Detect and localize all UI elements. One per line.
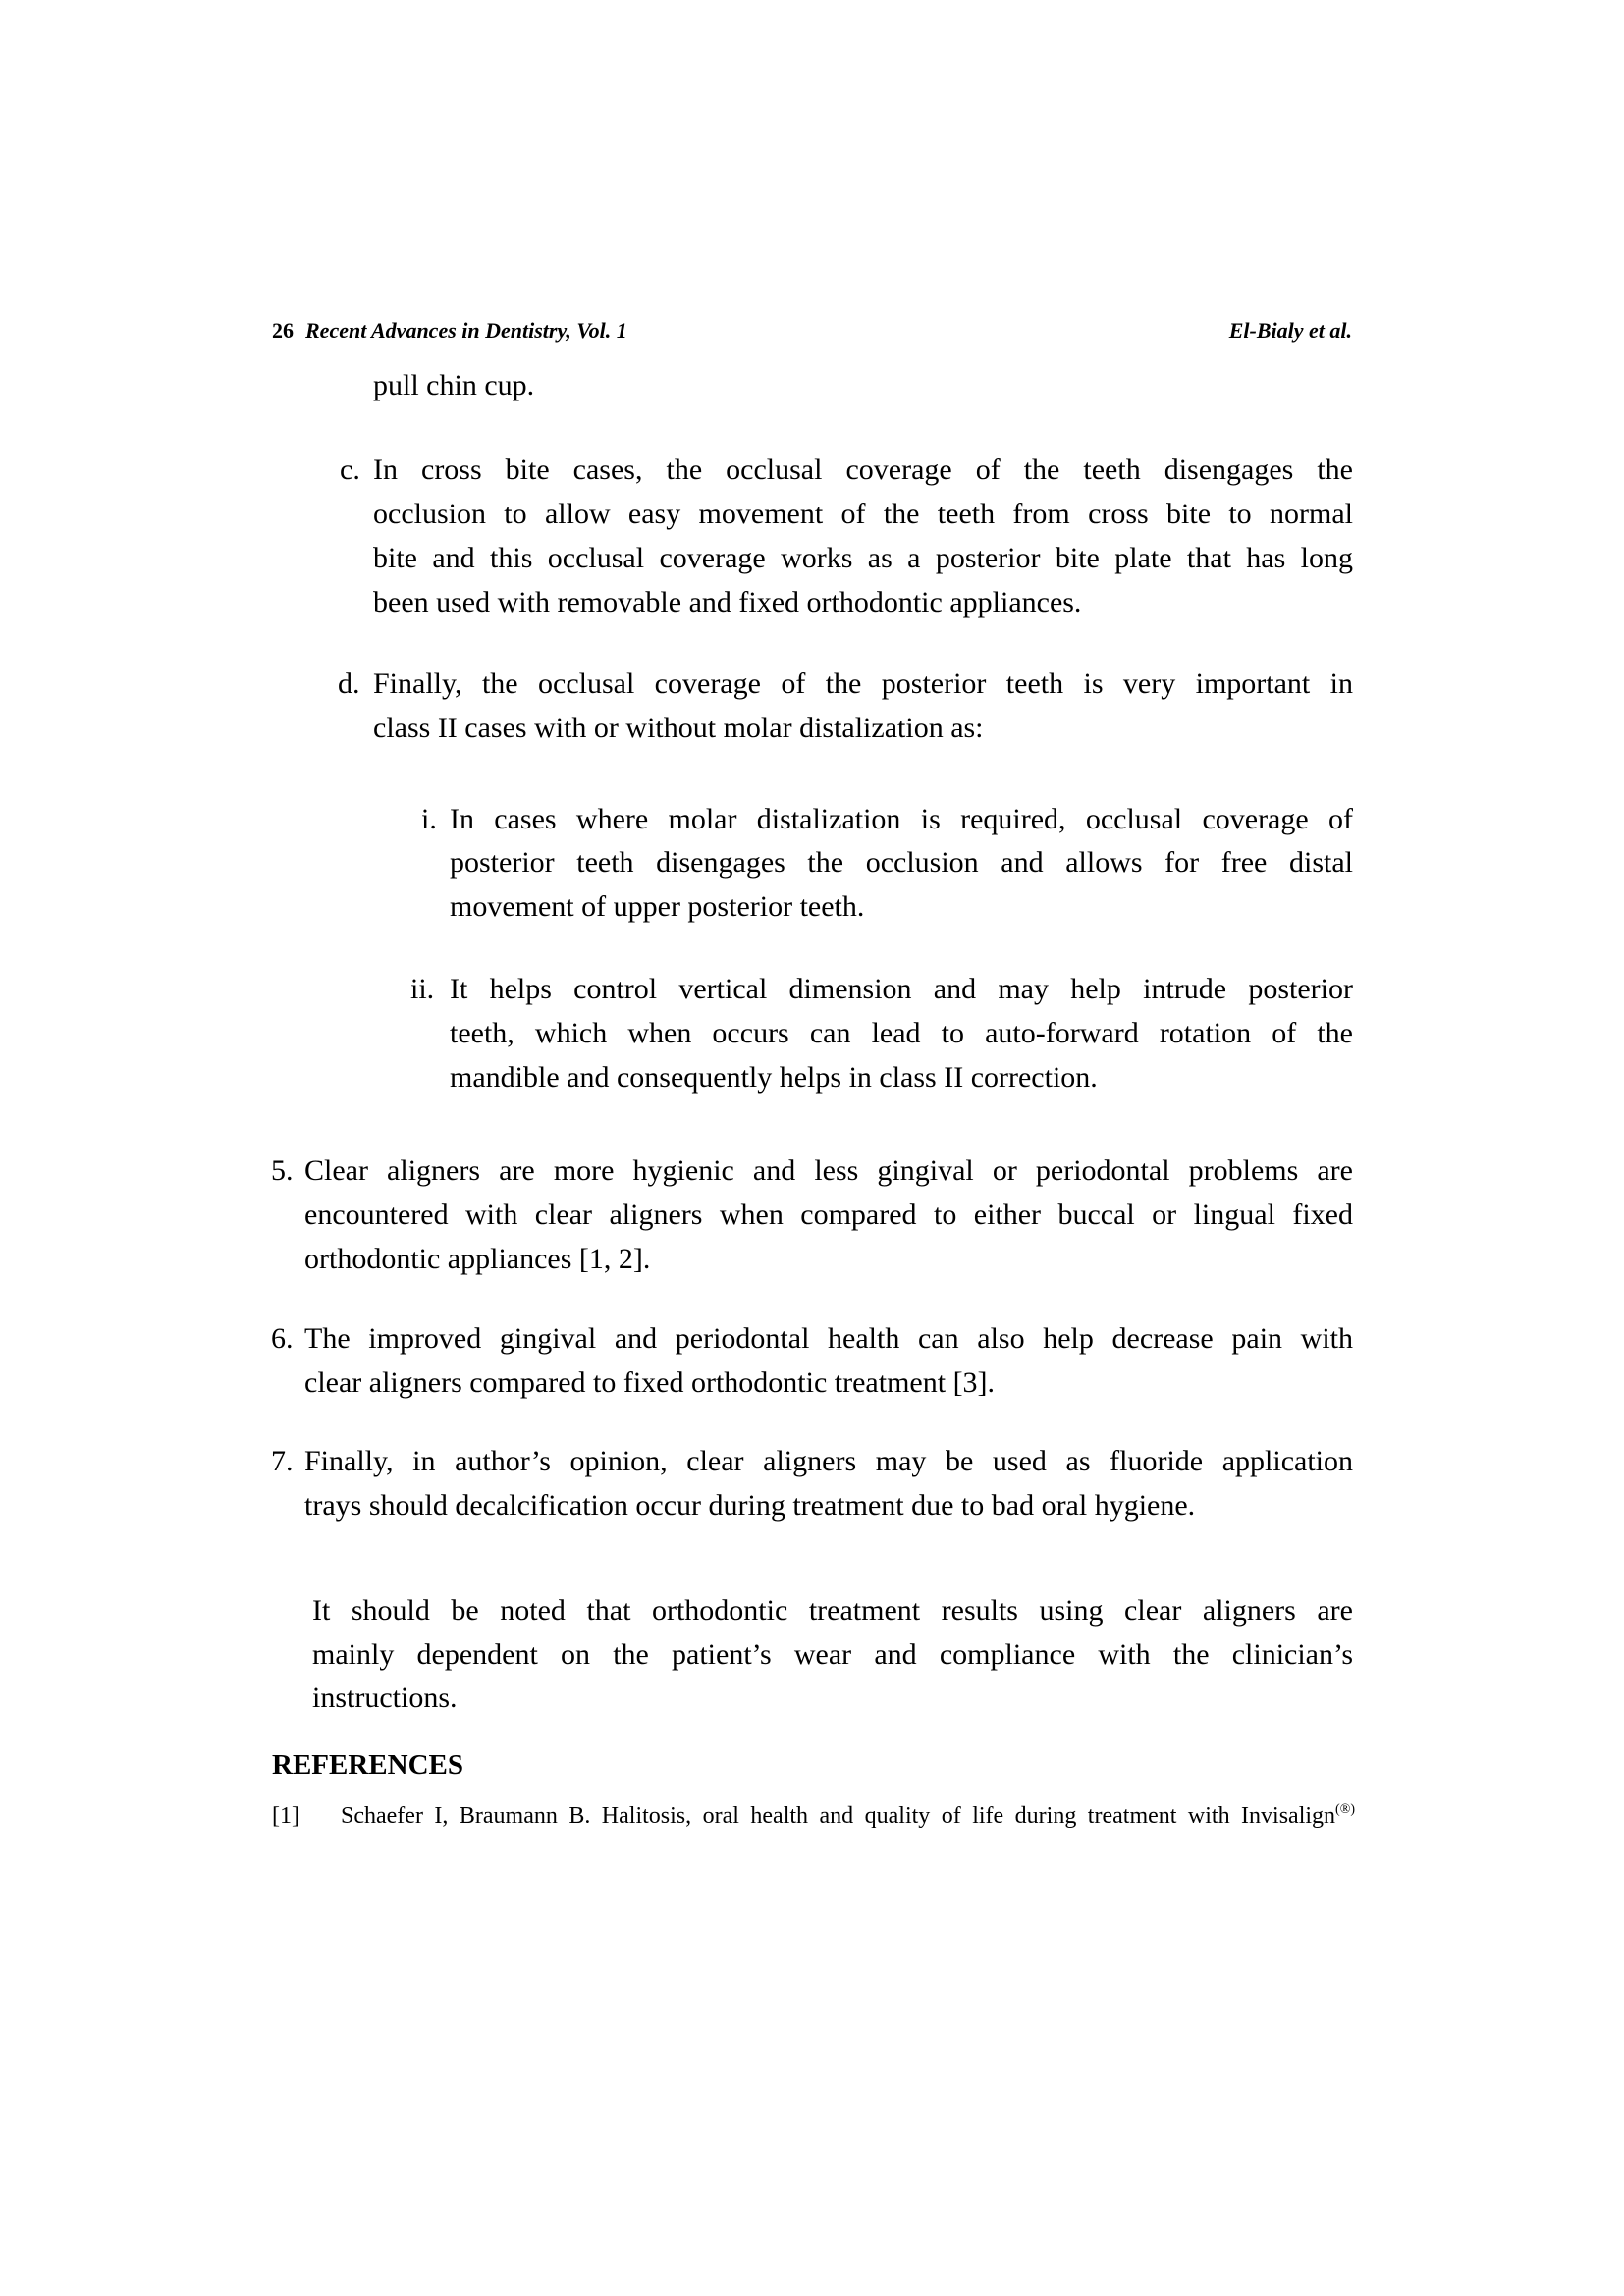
list-marker-d: d.	[338, 667, 360, 700]
list-item-line: occlusion to allow easy movement of the teeth from cross bite to normal	[373, 498, 1353, 530]
list-item-line: Finally, in author’s opinion, clear aligners may be used as fluoride application	[304, 1445, 1353, 1477]
list-marker-5: 5.	[271, 1154, 294, 1187]
list-marker-c: c.	[340, 454, 360, 486]
book-title: Recent Advances in Dentistry, Vol. 1	[305, 318, 627, 343]
list-item-line: In cases where molar distalization is required, occlusal coverage of	[450, 803, 1353, 835]
list-item-line: movement of upper posterior teeth.	[450, 890, 865, 923]
list-item-line: Finally, the occlusal coverage of the posterior teeth is very important in	[373, 667, 1353, 700]
running-header-left	[272, 316, 627, 346]
note-paragraph-line: mainly dependent on the patient’s wear and compliance with the clinician’s	[312, 1638, 1353, 1671]
references-heading: REFERENCES	[272, 1749, 463, 1781]
list-item-line: class II cases with or without molar distalization as:	[373, 712, 984, 744]
list-item-line: It helps control vertical dimension and may help intrude posterior	[450, 973, 1353, 1005]
list-item-line: bite and this occlusal coverage works as a posterior bite plate that has long	[373, 542, 1353, 574]
list-item-line: teeth, which when occurs can lead to auto-forward rotation of the	[450, 1017, 1353, 1049]
reference-number: [1]	[272, 1803, 299, 1829]
paragraph-line: pull chin cup.	[373, 369, 535, 401]
reference-entry	[341, 1800, 1355, 1832]
reference-text: Schaefer I, Braumann B. Halitosis, oral health and quality of life during treatment with Invisalign	[341, 1803, 1336, 1829]
list-item-line: Clear aligners are more hygienic and less gingival or periodontal problems are	[304, 1154, 1353, 1187]
note-paragraph-line: instructions.	[312, 1682, 458, 1714]
list-item-line: trays should decalcification occur during treatment due to bad oral hygiene.	[304, 1489, 1196, 1522]
list-marker-6: 6.	[271, 1322, 294, 1355]
running-header-authors: El-Bialy et al.	[1228, 318, 1352, 343]
list-marker-i: i.	[421, 803, 437, 835]
list-item-line: orthodontic appliances [1, 2].	[304, 1243, 651, 1275]
list-item-line: posterior teeth disengages the occlusion and allows for free distal	[450, 846, 1353, 879]
list-item-line: In cross bite cases, the occlusal coverage of the teeth disengages the	[373, 454, 1353, 486]
list-item-line: encountered with clear aligners when compared to either buccal or lingual fixed	[304, 1199, 1353, 1231]
list-item-line: The improved gingival and periodontal health can also help decrease pain with	[304, 1322, 1353, 1355]
list-item-line: clear aligners compared to fixed orthodontic treatment [3].	[304, 1366, 996, 1399]
list-marker-7: 7.	[271, 1445, 294, 1477]
page-number: 26	[272, 318, 294, 343]
list-item-line: mandible and consequently helps in class II correction.	[450, 1061, 1098, 1094]
list-marker-ii: ii.	[410, 973, 435, 1005]
note-paragraph-line: It should be noted that orthodontic treatment results using clear aligners are	[312, 1594, 1353, 1627]
registered-mark: (®)	[1335, 1802, 1355, 1817]
list-item-line: been used with removable and fixed orthodontic appliances.	[373, 586, 1082, 618]
